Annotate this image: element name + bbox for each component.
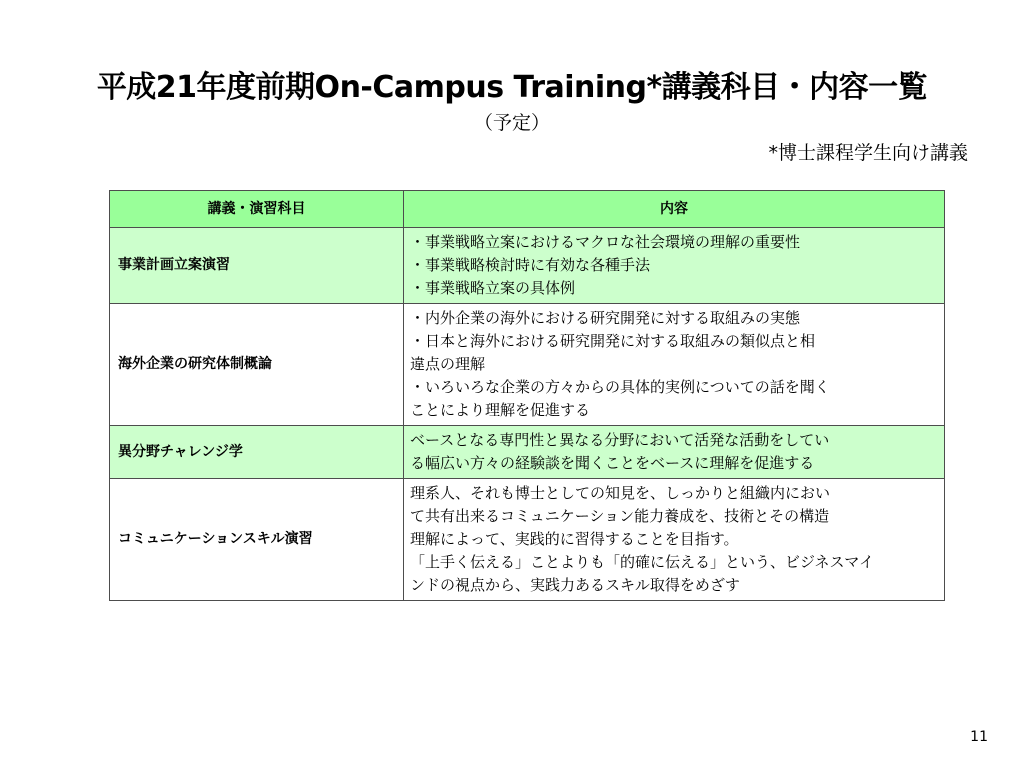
- column-header-content: 内容: [404, 191, 945, 228]
- content-line: て共有出来るコミュニケーション能力養成を、技術とその構造: [410, 507, 830, 525]
- column-header-subject: 講義・演習科目: [110, 191, 404, 228]
- table-header-row: [110, 191, 945, 228]
- audience-note: *博士課程学生向け講義: [768, 142, 968, 164]
- content-line: ンドの視点から、実践力あるスキル取得をめざす: [410, 576, 740, 594]
- content-line: ・事業戦略立案におけるマクロな社会環境の理解の重要性: [410, 233, 801, 251]
- table-row: [110, 228, 945, 304]
- content-line: 違点の理解: [410, 355, 486, 373]
- content-line: 理解によって、実践的に習得することを目指す。: [410, 530, 739, 548]
- subject-cell: コミュニケーションスキル演習: [110, 479, 404, 601]
- content-line: ・いろいろな企業の方々からの具体的実例についての話を聞く: [410, 378, 830, 396]
- subject-cell: 異分野チャレンジ学: [110, 426, 404, 479]
- course-table: [109, 190, 945, 601]
- content-line: ・事業戦略検討時に有効な各種手法: [410, 256, 651, 274]
- table-row: [110, 426, 945, 479]
- content-cell: [404, 304, 945, 426]
- slide-subtitle: （予定）: [473, 112, 550, 134]
- content-line: ことにより理解を促進する: [410, 401, 591, 419]
- content-line: 理系人、それも博士としての知見を、しっかりと組織内におい: [410, 484, 831, 502]
- table-row: [110, 479, 945, 601]
- content-line: 「上手く伝える」ことよりも「的確に伝える」という、ビジネスマイ: [410, 553, 874, 571]
- content-line: ・日本と海外における研究開発に対する取組みの類似点と相: [410, 332, 816, 350]
- subject-cell: 事業計画立案演習: [110, 228, 404, 304]
- content-cell: [404, 426, 945, 479]
- content-line: ベースとなる専門性と異なる分野において活発な活動をしてい: [410, 431, 830, 449]
- table-row: [110, 304, 945, 426]
- content-cell: [404, 479, 945, 601]
- content-cell: [404, 228, 945, 304]
- slide-title: 平成21年度前期On-Campus Training*講義科目・内容一覧: [96, 70, 928, 105]
- subject-cell: 海外企業の研究体制概論: [110, 304, 404, 426]
- content-line: る幅広い方々の経験談を聞くことをベースに理解を促進する: [410, 454, 815, 472]
- content-line: ・事業戦略立案の具体例: [410, 279, 576, 297]
- page-number: 11: [970, 729, 988, 745]
- content-line: ・内外企業の海外における研究開発に対する取組みの実態: [410, 309, 801, 327]
